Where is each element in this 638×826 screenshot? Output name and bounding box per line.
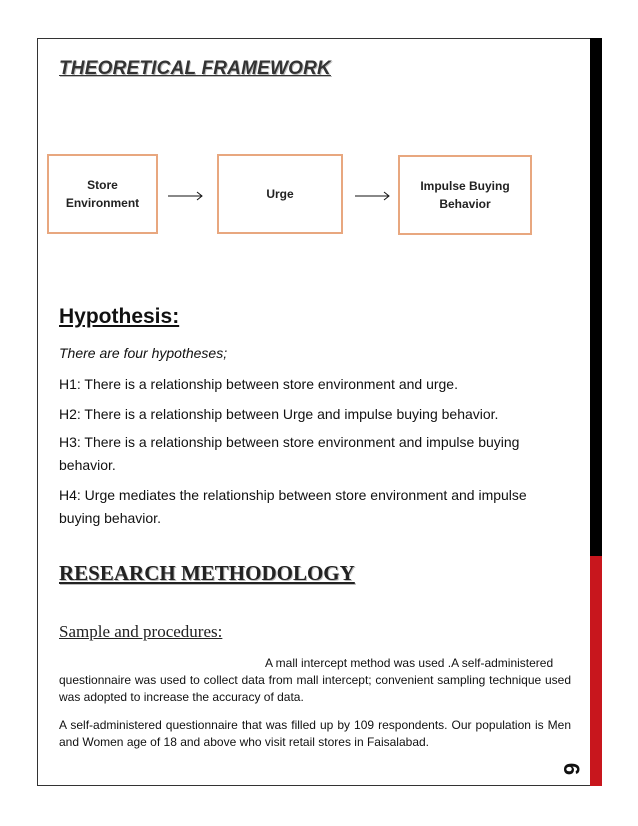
box-store-environment bbox=[47, 154, 158, 234]
research-methodology-heading: RESEARCH METHODOLOGY bbox=[59, 561, 355, 585]
hypothesis-h2: H2: There is a relationship between Urge and impulse buying behavior. bbox=[59, 406, 499, 422]
hypothesis-h4-line1: H4: Urge mediates the relationship between store environment and impulse bbox=[59, 487, 527, 503]
hypothesis-h1: H1: There is a relationship between store environment and urge. bbox=[59, 376, 458, 392]
arrow-right-icon bbox=[168, 191, 204, 201]
box-impulse-line2: Behavior bbox=[439, 197, 491, 211]
box-urge-label: Urge bbox=[266, 187, 294, 201]
hypotheses-intro: There are four hypotheses; bbox=[59, 345, 228, 361]
sample-procedures-heading: Sample and procedures: bbox=[59, 622, 223, 641]
box-impulse-buying-behavior bbox=[398, 155, 532, 235]
page-number: 6 bbox=[559, 762, 584, 776]
theoretical-framework-heading: THEORETICAL FRAMEWORK bbox=[59, 58, 331, 79]
methodology-para1-line1: A mall intercept method was used .A self-administered bbox=[265, 656, 554, 670]
box-store-environment-line1: Store bbox=[87, 178, 118, 192]
box-urge bbox=[217, 154, 343, 234]
hypothesis-h3-line2: behavior. bbox=[59, 457, 116, 473]
methodology-para2: A self-administered questionnaire that was filled up by 109 respondents. Our population is Men and Women age of 18 and above who visit retail stores in Faisalabad. bbox=[59, 718, 571, 749]
hypothesis-h4-line2: buying behavior. bbox=[59, 510, 161, 526]
box-impulse-line1: Impulse Buying bbox=[420, 179, 510, 193]
arrow-right-icon bbox=[355, 191, 391, 201]
box-store-environment-line2: Environment bbox=[65, 196, 140, 210]
methodology-para1-rest: questionnaire was used to collect data from mall intercept; convenient sampling technique used was adopted to increase the accuracy of data. bbox=[59, 673, 571, 704]
hypothesis-h3-line1: H3: There is a relationship between store environment and impulse buying bbox=[59, 434, 520, 450]
hypothesis-heading: Hypothesis: bbox=[59, 305, 180, 328]
side-bar-red bbox=[590, 556, 602, 786]
side-bar-black bbox=[590, 38, 602, 556]
